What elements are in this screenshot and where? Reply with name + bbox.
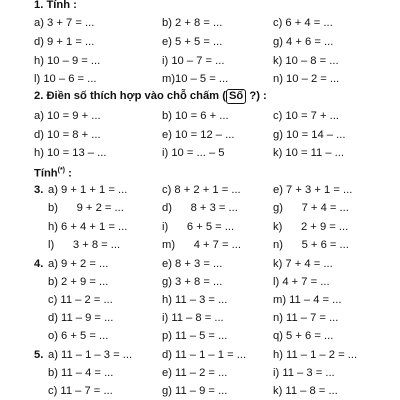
exercise-item: i) 10 = ... – 5: [162, 147, 225, 159]
exercise-row: [0, 236, 400, 254]
exercise-item: h) 11 – 1 – 2 = ...: [273, 349, 358, 361]
tinh-heading-sup: (*): [57, 167, 66, 174]
exercise-item: n) 10 – 2 = ...: [273, 73, 340, 85]
exercise-item: d) 10 = 8 + ...: [34, 129, 101, 141]
exercise-row: [0, 327, 400, 345]
tinh-heading-text: Tính: [34, 167, 58, 180]
exercise-item: g) 4 + 6 = ...: [273, 36, 334, 48]
section-2-heading-end: ?) :: [246, 90, 267, 102]
exercise-item: c) 8 + 2 + 1 = ...: [162, 184, 241, 196]
exercise-item: d) 9 + 1 = ...: [34, 36, 95, 48]
exercise-row: [0, 291, 400, 309]
exercise-item: c) 11 – 2 = ...: [48, 294, 113, 306]
exercise-row: [0, 309, 400, 327]
exercise-item: p) 11 – 5 = ...: [162, 330, 228, 342]
exercise-item: l) 3 + 8 = ...: [48, 239, 121, 251]
exercise-item: m) 11 – 4 = ...: [273, 294, 342, 306]
exercise-row: [0, 52, 400, 70]
tinh-heading: [34, 162, 72, 183]
exercise-item: q) 5 + 6 = ...: [273, 330, 334, 342]
exercise-item: g) 10 = 14 – ...: [273, 129, 346, 141]
exercise-item: c) 10 = 7 + ...: [273, 110, 339, 122]
exercise-item: k) 10 = 11 – ...: [273, 147, 344, 159]
section-1-title: [0, 0, 400, 14]
tinh-title: [0, 162, 400, 180]
exercise-row: [0, 273, 400, 291]
section-1-heading: 1. Tính :: [34, 0, 77, 11]
section-2-heading-text: 2. Điền số thích hợp vào chỗ chấm (: [34, 90, 226, 102]
exercise-item: l) 4 + 7 = ...: [273, 276, 330, 288]
exercise-row: [0, 126, 400, 144]
exercise-item: h) 6 + 4 + 1 = ...: [48, 221, 128, 233]
exercise-item: b) 10 = 6 + ...: [162, 110, 229, 122]
exercise-row: [0, 364, 400, 382]
exercise-item: n) 11 – 7 = ...: [273, 312, 339, 324]
exercise-item: g) 3 + 8 = ...: [162, 276, 223, 288]
exercise-item: i) 10 – 7 = ...: [162, 55, 225, 67]
exercise-item: k) 11 – 8 = ...: [273, 385, 338, 397]
section-4-number: 4.: [34, 258, 44, 270]
exercise-item: c) 6 + 4 = ...: [273, 17, 333, 29]
exercise-item: h) 11 – 3 = ...: [162, 294, 228, 306]
exercise-row: [0, 255, 400, 273]
section-2-title: [0, 87, 400, 105]
exercise-row: [0, 70, 400, 88]
exercise-item: e) 8 + 3 = ...: [162, 258, 223, 270]
exercise-row: [0, 199, 400, 217]
exercise-item: b) 2 + 9 = ...: [48, 276, 109, 288]
exercise-item: g) 11 – 9 = ...: [162, 385, 228, 397]
exercise-item: o) 6 + 5 = ...: [48, 330, 109, 342]
exercise-row: [0, 33, 400, 51]
exercise-item: g) 7 + 4 = ...: [273, 202, 349, 214]
exercise-row: [0, 382, 400, 400]
exercise-item: k) 10 – 8 = ...: [273, 55, 339, 67]
exercise-item: i) 6 + 5 = ...: [162, 221, 235, 233]
exercise-item: a) 3 + 7 = ...: [34, 17, 95, 29]
exercise-item: b) 2 + 8 = ...: [162, 17, 223, 29]
section-5-number: 5.: [34, 349, 44, 361]
exercise-item: d) 11 – 9 = ...: [48, 312, 114, 324]
exercise-item: d) 11 – 1 – 1 = ...: [162, 349, 247, 361]
exercise-item: a) 9 + 2 = ...: [48, 258, 109, 270]
exercise-row: [0, 346, 400, 364]
exercise-item: h) 10 – 9 = ...: [34, 55, 101, 67]
exercise-item: e) 10 = 12 – ...: [162, 129, 235, 141]
exercise-item: a) 9 + 1 + 1 = ...: [48, 184, 128, 196]
exercise-item: b) 11 – 4 = ...: [48, 367, 114, 379]
exercise-item: l) 10 – 6 = ...: [34, 73, 97, 85]
exercise-row: [0, 181, 400, 199]
exercise-item: h) 10 = 13 – ...: [34, 147, 107, 159]
exercise-item: k) 2 + 9 = ...: [273, 221, 349, 233]
exercise-item: a) 11 – 1 – 3 = ...: [48, 349, 133, 361]
so-box-label: Số: [226, 89, 246, 104]
tinh-heading-end: :: [65, 167, 72, 180]
exercise-row: [0, 144, 400, 162]
exercise-row: [0, 14, 400, 32]
exercise-item: i) 11 – 8 = ...: [162, 312, 224, 324]
exercise-item: e) 7 + 3 + 1 = ...: [273, 184, 353, 196]
exercise-item: i) 11 – 3 = ...: [273, 367, 335, 379]
exercise-item: a) 10 = 9 + ...: [34, 110, 101, 122]
exercise-item: m) 4 + 7 = ...: [162, 239, 241, 251]
exercise-item: e) 5 + 5 = ...: [162, 36, 223, 48]
exercise-item: n) 5 + 6 = ...: [273, 239, 349, 251]
exercise-item: m)10 – 5 = ...: [162, 73, 229, 85]
exercise-item: k) 7 + 4 = ...: [273, 258, 333, 270]
exercise-item: c) 11 – 7 = ...: [48, 385, 113, 397]
section-3-number: 3.: [34, 184, 44, 196]
section-2-heading: [34, 87, 267, 105]
exercise-row: [0, 107, 400, 125]
exercise-item: b) 9 + 2 = ...: [48, 202, 124, 214]
exercise-item: d) 8 + 3 = ...: [162, 202, 238, 214]
exercise-row: [0, 218, 400, 236]
exercise-item: e) 11 – 2 = ...: [162, 367, 228, 379]
